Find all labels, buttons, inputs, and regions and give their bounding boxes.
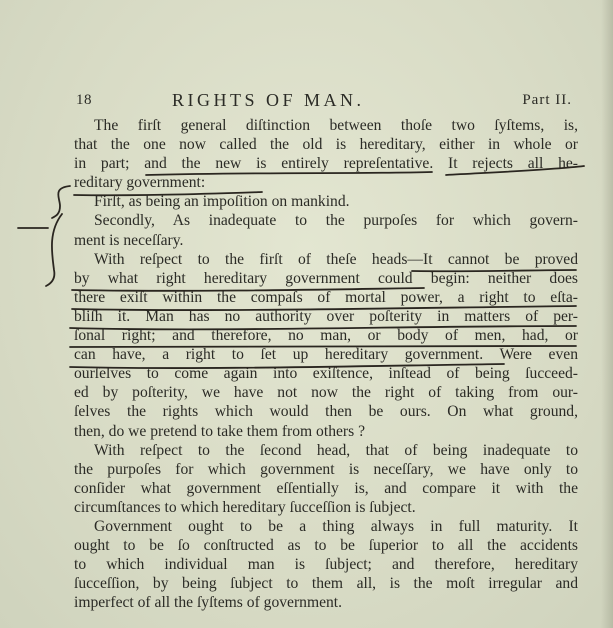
text-line: to which individual man is ſubject; and therefore, hereditary — [74, 556, 578, 574]
text-line: can have, a right to ſet up hereditary government. Were even — [74, 346, 578, 364]
page-number: 18 — [76, 92, 92, 108]
text-line: Secondly, As inadequate to the purpoſes for which govern- — [94, 212, 578, 230]
text-line: reditary government: — [74, 174, 206, 192]
text-line: there exiſt within the compaſs of mortal power, a right to eſta- — [74, 288, 578, 306]
text-line: by what right hereditary government could begin: neither does — [74, 269, 578, 287]
text-line: imperfect of all the ſyſtems of government. — [74, 594, 343, 612]
text-line: conſider what government eſſentially is, and compare it with the — [74, 479, 578, 497]
text-line: ſelves the rights which would then be ours. On what ground, — [74, 403, 578, 421]
page-title: RIGHTS OF MAN. — [172, 90, 365, 110]
text-line: that the one now called the old is hereditary, either in whole or — [74, 136, 578, 154]
running-header — [76, 88, 572, 112]
text-line: Firſt, as being an impoſition on mankind. — [94, 193, 350, 211]
text-line: the purpoſes for which government is neceſſary, we have only to — [74, 460, 578, 478]
text-line: ſucceſſion, by being ſubject to them all, is the moſt irregular and — [74, 575, 578, 593]
part-label: Part II. — [522, 92, 572, 108]
text-line: bliſh it. Man has no authority over poſterity in matters of per- — [74, 307, 578, 325]
text-line: ment is neceſſary. — [74, 231, 184, 249]
text-line: circumſtances to which hereditary ſucceſſion is ſubject. — [74, 498, 416, 516]
text-line: With reſpect to the firſt of theſe heads—It cannot be proved — [94, 250, 578, 268]
text-line: ourſelves to come again into exiſtence, inſtead of being ſucceed- — [74, 365, 578, 383]
text-line: ed by poſterity, we have not now the right of taking from our- — [74, 384, 578, 402]
text-line: then, do we pretend to take them from others ? — [74, 422, 365, 440]
text-line: ſonal right; and therefore, no man, or body of men, had, or — [74, 327, 578, 345]
page-edge-shadow — [601, 0, 613, 628]
text-line: ought to be ſo conſtructed as to be ſuperior to all the accidents — [74, 537, 578, 555]
text-line: Government ought to be a thing always in full maturity. It — [94, 517, 578, 535]
margin-bracket-lower — [46, 214, 62, 286]
text-line: With reſpect to the ſecond head, that of being inadequate to — [94, 441, 578, 459]
margin-bracket-upper — [52, 186, 70, 218]
text-line: in part; and the new is entirely repreſentative. It rejects all he- — [74, 155, 578, 173]
body-text — [74, 116, 578, 612]
text-line: The firſt general diſtinction between thoſe two ſyſtems, is, — [94, 117, 578, 134]
